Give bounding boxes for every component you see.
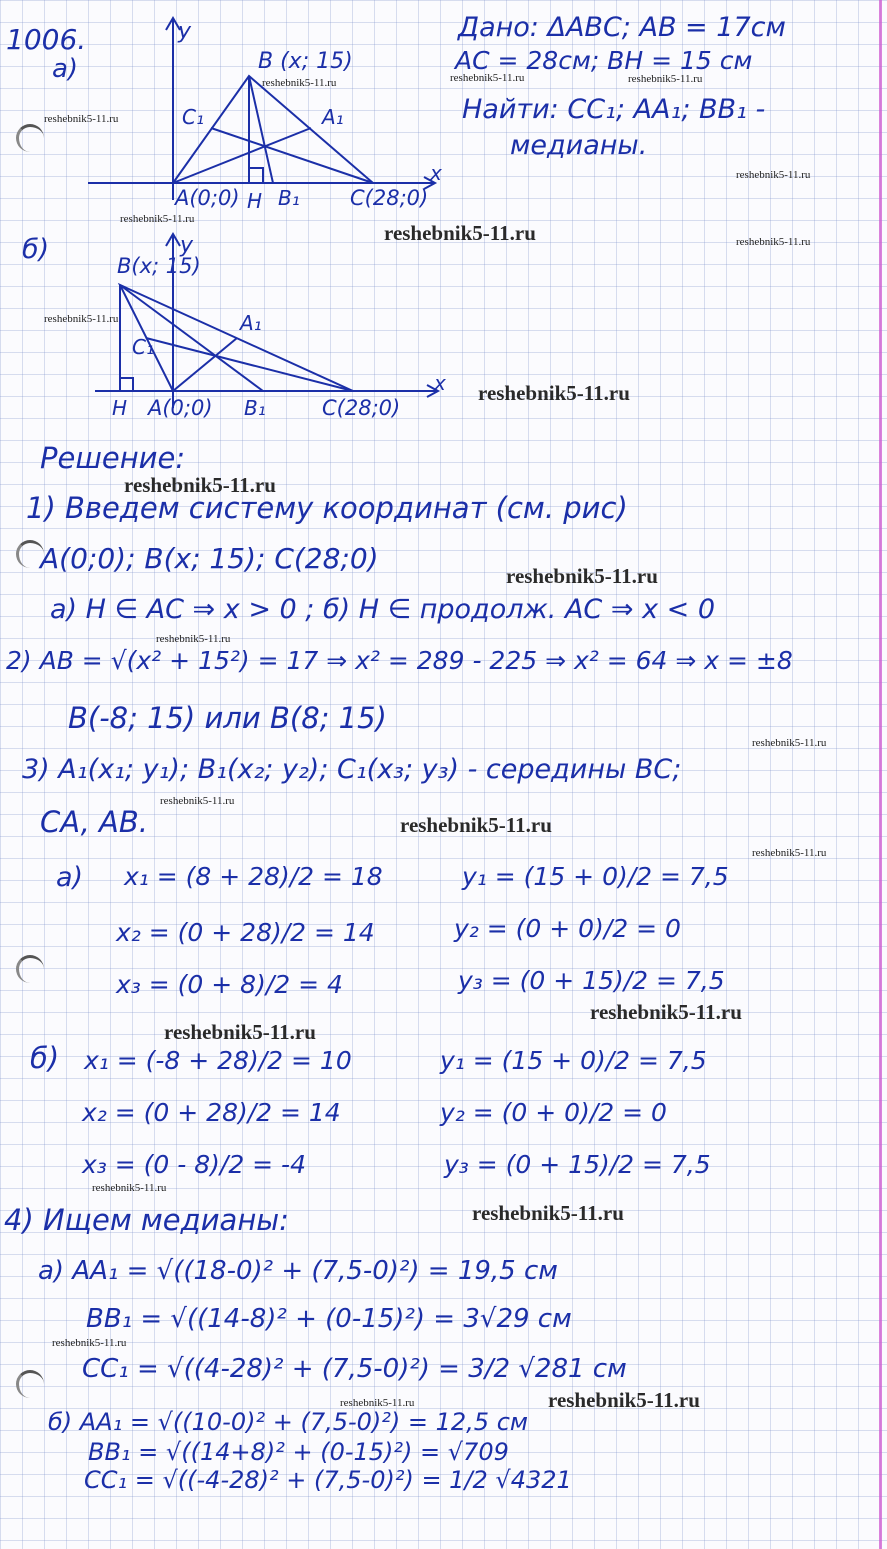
given-line-1: Дано: ΔABC; AB = 17см <box>458 12 786 43</box>
step-1-cases: а) H ∈ AC ⇒ x > 0 ; б) H ∈ продолж. AC ⇒ x < 0 <box>50 594 716 625</box>
median-a-bb1: BB₁ = √((14-8)² + (0-15)²) = 3√29 см <box>86 1304 572 1334</box>
fig-a-x-label: x <box>430 161 442 185</box>
watermark: reshebnik5-11.ru <box>52 1337 127 1349</box>
find-line-1: Найти: CC₁; AA₁; BB₁ - <box>462 94 766 125</box>
problem-number: 1006. <box>6 23 87 56</box>
watermark: reshebnik5-11.ru <box>752 737 827 749</box>
watermark: reshebnik5-11.ru <box>44 313 119 325</box>
step-2-result: B(-8; 15) или B(8; 15) <box>68 701 387 735</box>
watermark: reshebnik5-11.ru <box>478 381 630 405</box>
case-b-label: б) <box>30 1041 60 1075</box>
case-a-y1: y₁ = (15 + 0)/2 = 7,5 <box>462 862 729 891</box>
fig-b-a-label: A(0;0) <box>148 396 213 420</box>
fig-b-b-label: B(x; 15) <box>117 254 201 278</box>
fig-a-b-label: B (x; 15) <box>258 49 353 74</box>
step-4: 4) Ищем медианы: <box>4 1203 289 1237</box>
given-line-2: AC = 28см; BH = 15 см <box>455 46 753 75</box>
step-1-points: A(0;0); B(x; 15); C(28;0) <box>40 542 379 575</box>
fig-b-x-label: x <box>434 371 446 395</box>
watermark: reshebnik5-11.ru <box>384 221 536 245</box>
binder-hole <box>16 1370 44 1398</box>
fig-b-b1-label: B₁ <box>244 396 266 420</box>
case-a-x2: x₂ = (0 + 28)/2 = 14 <box>116 918 375 947</box>
watermark: reshebnik5-11.ru <box>590 1000 742 1024</box>
step-3-line-1: 3) A₁(x₁; y₁); B₁(x₂; y₂); C₁(x₃; y₃) - середины BC; <box>22 754 682 785</box>
watermark: reshebnik5-11.ru <box>156 633 231 645</box>
case-a-x1: x₁ = (8 + 28)/2 = 18 <box>124 862 383 891</box>
step-3-line-2: CA, AB. <box>40 805 149 839</box>
fig-b-c1-label: C₁ <box>132 335 154 359</box>
case-b-x3: x₃ = (0 - 8)/2 = -4 <box>82 1150 306 1179</box>
fig-a-c1-label: C₁ <box>182 105 204 129</box>
watermark: reshebnik5-11.ru <box>92 1182 167 1194</box>
binder-hole <box>16 955 44 983</box>
solution-heading: Решение: <box>40 441 186 475</box>
median-a-aa1: а) AA₁ = √((18-0)² + (7,5-0)²) = 19,5 см <box>38 1256 558 1286</box>
fig-a-c-label: C(28;0) <box>350 186 429 210</box>
watermark: reshebnik5-11.ru <box>472 1201 624 1225</box>
step-2: 2) AB = √(x² + 15²) = 17 ⇒ x² = 289 - 225 ⇒ x² = 64 ⇒ x = ±8 <box>6 646 793 675</box>
watermark: reshebnik5-11.ru <box>400 813 552 837</box>
case-a-y2: y₂ = (0 + 0)/2 = 0 <box>454 914 681 943</box>
watermark: reshebnik5-11.ru <box>262 77 337 89</box>
find-line-2: медианы. <box>510 130 648 161</box>
watermark: reshebnik5-11.ru <box>736 236 811 248</box>
median-b-cc1: CC₁ = √((-4-28)² + (7,5-0)²) = 1/2 √4321 <box>84 1466 572 1494</box>
watermark: reshebnik5-11.ru <box>450 72 525 84</box>
fig-b-y-label: y <box>180 233 194 258</box>
watermark: reshebnik5-11.ru <box>628 73 703 85</box>
case-a-y3: y₃ = (0 + 15)/2 = 7,5 <box>458 966 725 995</box>
fig-b-a1-label: A₁ <box>240 311 262 335</box>
figure-b-part-label: б) <box>22 234 50 265</box>
watermark: reshebnik5-11.ru <box>736 169 811 181</box>
watermark: reshebnik5-11.ru <box>506 564 658 588</box>
watermark: reshebnik5-11.ru <box>340 1397 415 1409</box>
case-b-y2: y₂ = (0 + 0)/2 = 0 <box>440 1098 667 1127</box>
case-a-label: а) <box>56 862 84 893</box>
step-1: 1) Введем систему координат (см. рис) <box>26 491 628 525</box>
watermark: reshebnik5-11.ru <box>124 473 276 497</box>
watermark: reshebnik5-11.ru <box>44 113 119 125</box>
median-a-cc1: CC₁ = √((4-28)² + (7,5-0)²) = 3/2 √281 см <box>82 1354 627 1384</box>
median-cc1-b <box>146 338 353 391</box>
case-b-y3: y₃ = (0 + 15)/2 = 7,5 <box>444 1150 711 1179</box>
case-b-x2: x₂ = (0 + 28)/2 = 14 <box>82 1098 341 1127</box>
watermark: reshebnik5-11.ru <box>548 1388 700 1412</box>
fig-a-y-label: y <box>178 19 192 44</box>
watermark: reshebnik5-11.ru <box>164 1020 316 1044</box>
fig-a-a-label: A(0;0) <box>175 186 240 210</box>
case-b-x1: x₁ = (-8 + 28)/2 = 10 <box>84 1046 352 1075</box>
median-b-aa1: б) AA₁ = √((10-0)² + (7,5-0)²) = 12,5 см <box>48 1408 528 1436</box>
fig-a-a1-label: A₁ <box>322 105 344 129</box>
case-a-x3: x₃ = (0 + 8)/2 = 4 <box>116 970 343 999</box>
case-b-y1: y₁ = (15 + 0)/2 = 7,5 <box>440 1046 707 1075</box>
fig-b-h-label: H <box>112 396 128 420</box>
fig-a-b1-label: B₁ <box>278 186 300 210</box>
fig-b-c-label: C(28;0) <box>322 396 401 420</box>
watermark: reshebnik5-11.ru <box>120 213 195 225</box>
median-b-bb1: BB₁ = √((14+8)² + (0-15)²) = √709 <box>88 1438 509 1466</box>
watermark: reshebnik5-11.ru <box>752 847 827 859</box>
fig-a-h-label: H <box>247 189 263 213</box>
figure-a-part-label: а) <box>52 54 79 84</box>
watermark: reshebnik5-11.ru <box>160 795 235 807</box>
